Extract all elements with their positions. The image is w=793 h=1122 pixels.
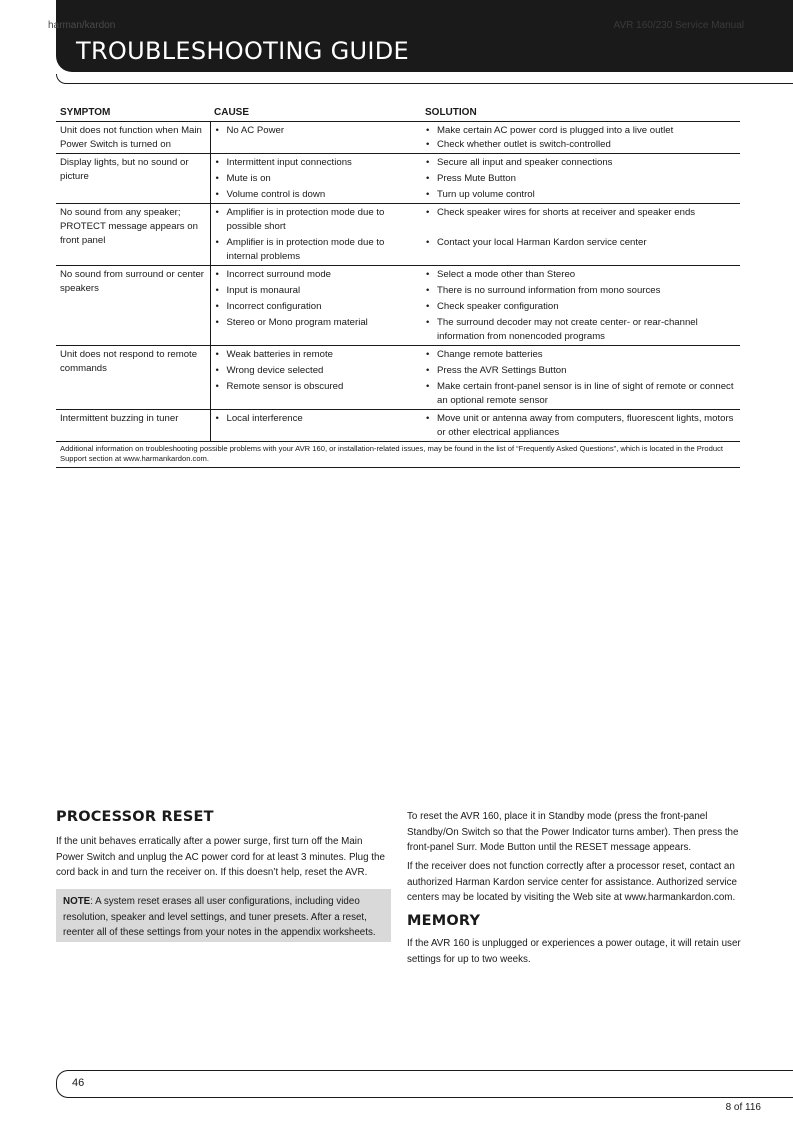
solution-item: • Select a mode other than Stereo xyxy=(425,268,736,282)
cause-item: • Local interference xyxy=(215,412,418,426)
table-row xyxy=(56,121,740,153)
solution-header: SOLUTION xyxy=(421,104,740,121)
cause-cell xyxy=(210,409,421,441)
page-title: TROUBLESHOOTING GUIDE xyxy=(76,37,409,65)
solution-item: • Move unit or antenna away from computers, fluorescent lights, motors or other electrical appliances xyxy=(425,412,736,440)
cause-cell xyxy=(210,121,421,153)
cause-item: • Wrong device selected xyxy=(215,364,418,378)
table-note: Additional information on troubleshooting possible problems with your AVR 160, or installation-related issues, may be found in the list of “Frequently Asked Questions”, which is located in the Product Support section at www.harmankardon.com. xyxy=(56,441,740,467)
solution-item: • Press Mute Button xyxy=(425,172,736,186)
service-center-paragraph: If the receiver does not function correctly after a processor reset, contact an authorized Harman Kardon service center for assistance. Authorized service centers may be located by visiting the Web site at www.harmankardon.com. xyxy=(407,861,737,904)
solution-item: • Make certain AC power cord is plugged into a live outlet xyxy=(425,124,736,138)
solution-cell xyxy=(421,345,740,409)
cause-item: • Intermittent input connections xyxy=(215,156,418,170)
cause-item: • No AC Power xyxy=(215,124,418,138)
symptom-cell: Intermittent buzzing in tuner xyxy=(56,409,210,441)
table-row xyxy=(56,345,740,409)
solution-item: • Check speaker wires for shorts at receiver and speaker ends xyxy=(425,206,736,220)
cause-item: • Incorrect surround mode xyxy=(215,268,418,282)
table-row xyxy=(56,153,740,203)
cause-item: • Weak batteries in remote xyxy=(215,348,418,362)
cause-cell xyxy=(210,153,421,203)
symptom-cell: Display lights, but no sound or picture xyxy=(56,153,210,203)
solution-cell xyxy=(421,409,740,441)
solution-item: • The surround decoder may not create center- or rear-channel information from nonencoded programs xyxy=(425,316,736,344)
table-header-row xyxy=(56,104,740,121)
table-row xyxy=(56,265,740,345)
cause-cell xyxy=(210,345,421,409)
header-rule xyxy=(56,74,793,84)
cause-item: • Stereo or Mono program material xyxy=(215,316,418,330)
footer-box xyxy=(56,1070,793,1098)
cause-item: • Amplifier is in protection mode due to possible short xyxy=(215,206,418,234)
cause-cell xyxy=(210,265,421,345)
solution-item: • Check whether outlet is switch-controlled xyxy=(425,138,736,152)
solution-item: • There is no surround information from mono sources xyxy=(425,284,736,298)
solution-item: • Secure all input and speaker connections xyxy=(425,156,736,170)
table-row xyxy=(56,203,740,265)
symptom-header: SYMPTOM xyxy=(56,104,210,121)
solution-item: • Press the AVR Settings Button xyxy=(425,364,736,378)
cause-item: • Input is monaural xyxy=(215,284,418,298)
symptom-cell: Unit does not function when Main Power Switch is turned on xyxy=(56,121,210,153)
symptom-cell: No sound from any speaker; PROTECT message appears on front panel xyxy=(56,203,210,265)
cause-item: • Remote sensor is obscured xyxy=(215,380,418,394)
brand-name: harman/kardon xyxy=(48,20,116,31)
memory-paragraph: If the AVR 160 is unplugged or experiences a power outage, it will retain user settings for up to two weeks. xyxy=(407,938,741,965)
cause-header: CAUSE xyxy=(210,104,421,121)
note-label: NOTE xyxy=(63,896,91,907)
note-text: : A system reset erases all user configurations, including video resolution, speaker and level settings, and tuner presets. After a reset, reenter all of these settings from your notes in the appendix worksheets. xyxy=(63,896,376,939)
solution-cell xyxy=(421,121,740,153)
solution-cell xyxy=(421,203,740,265)
cause-item: • Mute is on xyxy=(215,172,418,186)
solution-cell xyxy=(421,153,740,203)
cause-item: • Volume control is down xyxy=(215,188,418,202)
reset-instructions-paragraph: To reset the AVR 160, place it in Standby mode (press the front-panel Standby/On Switch so that the Power Indicator turns amber). Then press the front-panel Surr. Mode Button until the RESET message appears. xyxy=(407,811,739,854)
processor-reset-paragraph: If the unit behaves erratically after a power surge, first turn off the Main Power Switch and unplug the AC power cord for at least 3 minutes. Plug the cord back in and turn the receiver on. If this doesn’t help, reset the AVR. xyxy=(56,836,385,879)
note-box xyxy=(56,889,391,942)
processor-reset-title: PROCESSOR RESET xyxy=(56,809,214,825)
troubleshooting-table xyxy=(56,104,740,468)
cause-cell xyxy=(210,203,421,265)
table-row xyxy=(56,409,740,441)
cause-item: • Amplifier is in protection mode due to internal problems xyxy=(215,236,418,264)
solution-item: • Contact your local Harman Kardon service center xyxy=(425,236,736,250)
solution-item: • Turn up volume control xyxy=(425,188,736,202)
solution-cell xyxy=(421,265,740,345)
solution-item: • Change remote batteries xyxy=(425,348,736,362)
page-number: 46 xyxy=(72,1077,85,1089)
page-of-count: 8 of 116 xyxy=(725,1102,761,1113)
solution-item: • Make certain front-panel sensor is in line of sight of remote or connect an optional remote sensor xyxy=(425,380,736,408)
symptom-cell: No sound from surround or center speakers xyxy=(56,265,210,345)
solution-item: • Check speaker configuration xyxy=(425,300,736,314)
cause-item: • Incorrect configuration xyxy=(215,300,418,314)
table-note-row xyxy=(56,441,740,467)
memory-title: MEMORY xyxy=(407,913,481,929)
symptom-cell: Unit does not respond to remote commands xyxy=(56,345,210,409)
manual-title: AVR 160/230 Service Manual xyxy=(613,20,744,31)
